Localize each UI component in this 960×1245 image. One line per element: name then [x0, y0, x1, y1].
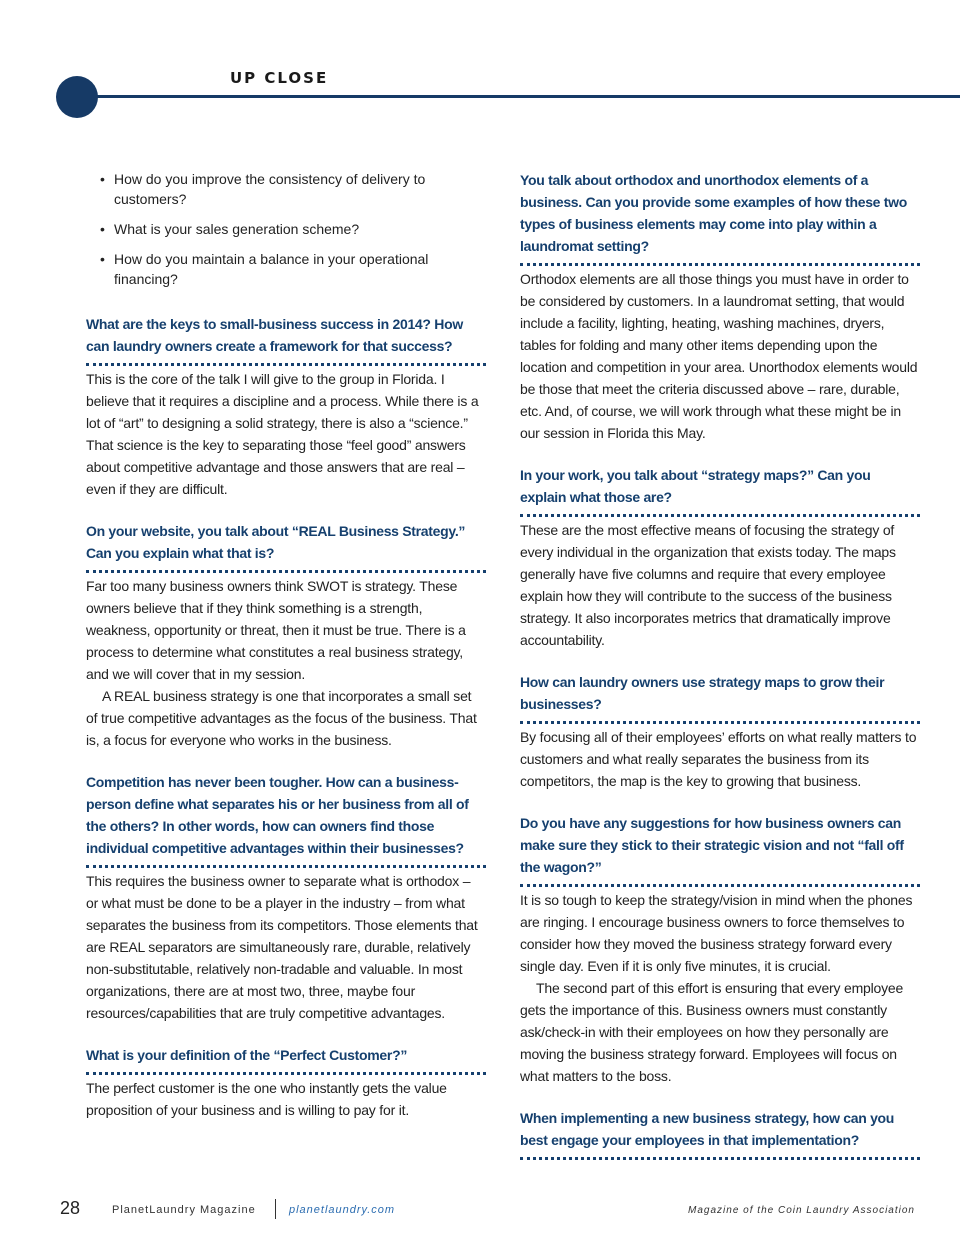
magazine-tagline: Magazine of the Coin Laundry Association	[688, 1205, 915, 1216]
answer	[86, 368, 486, 500]
question-heading: In your work, you talk about “strategy maps?” Can you explain what those are?	[520, 464, 920, 517]
header-rule	[96, 95, 960, 98]
page-footer	[0, 1196, 960, 1226]
question-heading: Do you have any suggestions for how business owners can make sure they stick to their strategic vision and not “fall off the wagon?”	[520, 812, 920, 887]
question-heading: Competition has never been tougher. How can a business-person define what separates his or her business from all of the others? In other words, how can owners find those individual competitive advantages within their businesses?	[86, 771, 486, 868]
answer	[86, 575, 486, 751]
magazine-url-link[interactable]: planetlaundry.com	[289, 1204, 396, 1216]
qa-block	[520, 671, 920, 792]
question-bullet-list	[86, 169, 486, 289]
magazine-name: PlanetLaundry Magazine	[112, 1204, 256, 1216]
page-header	[0, 0, 960, 130]
answer-paragraph: This requires the business owner to separate what is orthodox – or what must be done to be a player in the industry – from what separates the business from its competitors. Those elements that are REAL separators are simultaneously rare, durable, relatively non-substitutable, relatively non-tradable and valuable. In most organizations, there are at most two, three, maybe four resources/capabilities that are truly competitive advantages.	[86, 873, 478, 1021]
bullet-icon: •	[100, 221, 105, 237]
answer-paragraph: A REAL business strategy is one that incorporates a small set of true competitive advantages as the focus of the business. That is, a focus for everyone who works in the business.	[86, 688, 477, 748]
qa-block	[86, 520, 486, 751]
answer	[520, 519, 920, 651]
answer-paragraph: The perfect customer is the one who instantly gets the value proposition of your business and is willing to pay for it.	[86, 1080, 447, 1118]
answer-paragraph: By focusing all of their employees’ efforts on what really matters to customers and what really separates the business from its competitors, the map is the key to growing that business.	[520, 729, 917, 789]
footer-divider	[275, 1199, 276, 1219]
right-column	[520, 169, 920, 1180]
answer	[520, 726, 920, 792]
question-heading: On your website, you talk about “REAL Business Strategy.” Can you explain what that is?	[86, 520, 486, 573]
qa-block	[520, 169, 920, 444]
answer-paragraph: It is so tough to keep the strategy/vision in mind when the phones are ringing. I encourage business owners to force themselves to consider how they moved the business strategy forward every single day. Even if it is only five minutes, it is crucial.	[520, 892, 913, 974]
answer-paragraph: The second part of this effort is ensuring that every employee gets the importance of this. Business owners must constantly ask/check-in with their employees on how they personally are moving the business strategy forward. Employees will focus on what matters to the boss.	[520, 980, 904, 1084]
bullet-item: • How do you improve the consistency of delivery to customers?	[100, 171, 426, 207]
question-heading: What are the keys to small-business success in 2014? How can laundry owners create a framework for that success?	[86, 313, 486, 366]
bullet-item: • What is your sales generation scheme?	[100, 221, 360, 237]
header-circle-ornament	[56, 76, 98, 118]
answer-paragraph: Far too many business owners think SWOT is strategy. These owners believe that if they think something is a strength, weakness, opportunity or threat, then it must be true. There is a process to determine what constitutes a real business strategy, and we will cover that in my session.	[86, 578, 466, 682]
answer	[520, 268, 920, 444]
page-number: 28	[60, 1198, 81, 1218]
qa-block	[86, 771, 486, 1024]
qa-block	[86, 313, 486, 500]
qa-block	[520, 1107, 920, 1160]
bullet-icon: •	[100, 251, 105, 267]
qa-block	[520, 812, 920, 1087]
answer	[520, 889, 920, 1087]
answer	[86, 1077, 486, 1121]
bullet-item: • How do you maintain a balance in your operational financing?	[100, 251, 429, 287]
answer	[86, 870, 486, 1024]
answer-paragraph: Orthodox elements are all those things you must have in order to be considered by customers. In a laundromat setting, that would include a facility, lighting, heating, washing machines, dryers, tables for folding and many other items depending upon the location and competition in your area. Unorthodox elements would be those that meet the criteria discussed above – rare, durable, etc. And, of course, we will work through what these might be in our session in Florida this May.	[520, 271, 918, 441]
question-heading: You talk about orthodox and unorthodox elements of a business. Can you provide some examples of how these two types of business elements may come into play within a laundromat setting?	[520, 169, 920, 266]
qa-block	[520, 464, 920, 651]
section-title: UP CLOSE	[230, 69, 329, 87]
left-column	[86, 169, 486, 1141]
qa-block	[86, 1044, 486, 1121]
answer-paragraph: These are the most effective means of focusing the strategy of every individual in the organization that exists today. The maps generally have five columns and require that every employee explain how they will contribute to the success of the business strategy. It also incorporates metrics that dramatically improve accountability.	[520, 522, 896, 648]
question-heading: How can laundry owners use strategy maps to grow their businesses?	[520, 671, 920, 724]
answer-paragraph: This is the core of the talk I will give to the group in Florida. I believe that it requires a discipline and a process. While there is a lot of “art” to designing a solid strategy, there is also a “science.” That science is the key to separating those “feel good” answers about competitive advantage and those answers that are real – even if they are difficult.	[86, 371, 479, 497]
bullet-icon: •	[100, 171, 105, 187]
question-heading: What is your definition of the “Perfect Customer?”	[86, 1044, 486, 1075]
question-heading: When implementing a new business strategy, how can you best engage your employees in that implementation?	[520, 1107, 920, 1160]
